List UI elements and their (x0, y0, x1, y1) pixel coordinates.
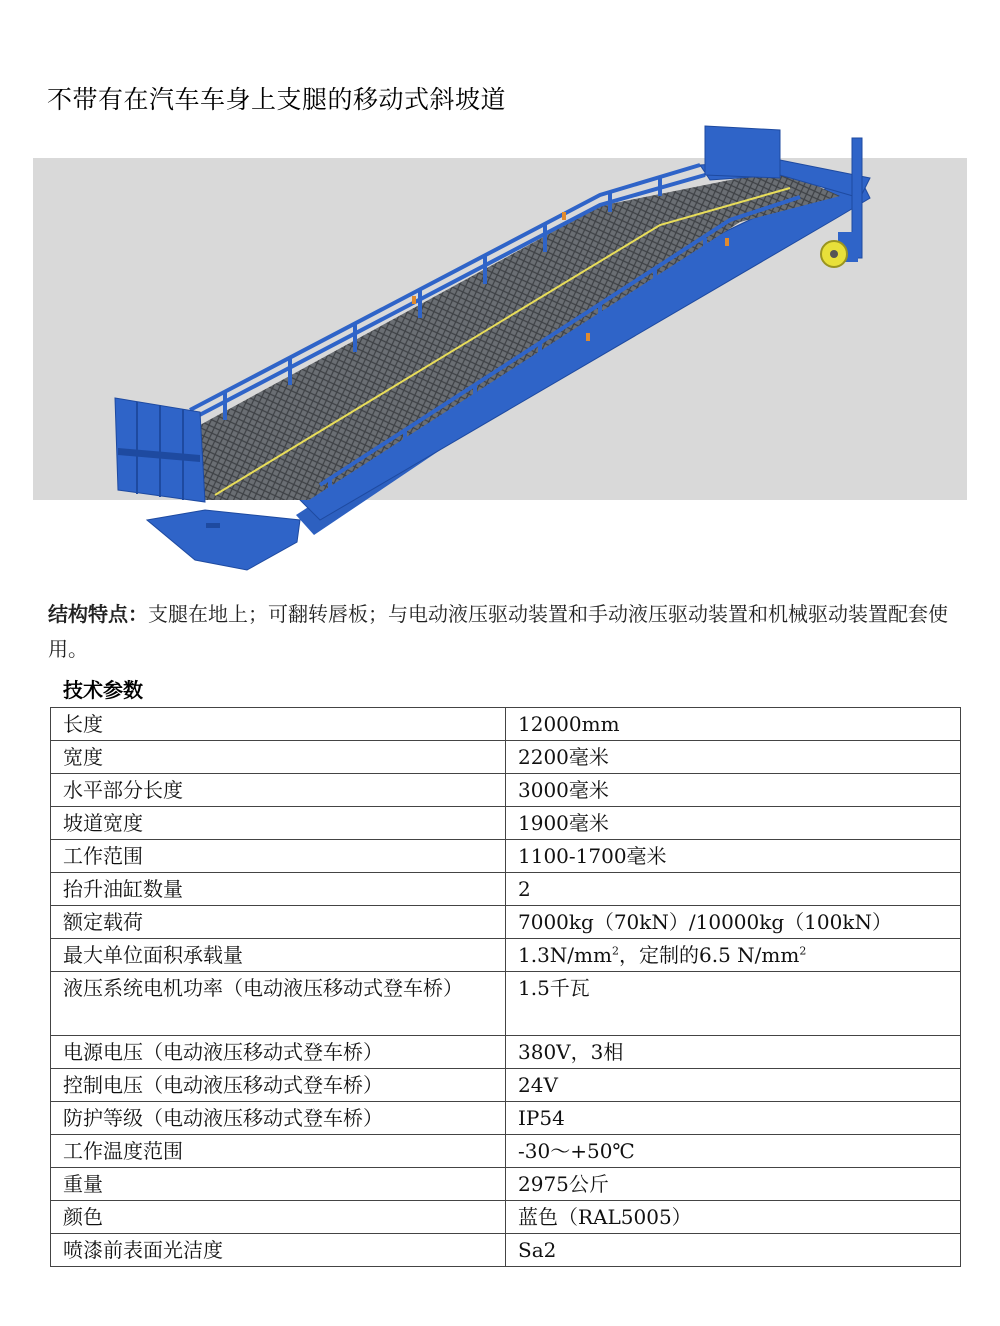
marker-1 (412, 296, 416, 304)
features-text: 支腿在地上；可翻转唇板；与电动液压驱动装置和手动液压驱动装置和机械驱动装置配套使用。 (48, 602, 948, 661)
param-cell: 控制电压（电动液压移动式登车桥） (51, 1069, 506, 1102)
value-cell: 2 (506, 873, 961, 906)
param-cell: 电源电压（电动液压移动式登车桥） (51, 1036, 506, 1069)
value-cell: 24V (506, 1069, 961, 1102)
features-label: 结构特点： (48, 602, 148, 626)
param-cell: 工作温度范围 (51, 1135, 506, 1168)
table-row (51, 807, 961, 840)
ramp-illustration (0, 0, 1000, 440)
value-cell: 2975公斤 (506, 1168, 961, 1201)
features-paragraph (48, 597, 958, 667)
value-cell: 2200毫米 (506, 741, 961, 774)
param-cell: 最大单位面积承载量 (51, 939, 506, 972)
value-cell (506, 939, 961, 972)
param-cell: 重量 (51, 1168, 506, 1201)
table-row (51, 972, 961, 1036)
rear-end-frame (115, 398, 205, 502)
table-row (51, 873, 961, 906)
value-cell: -30～+50℃ (506, 1135, 961, 1168)
marker-3 (586, 333, 590, 341)
value-superscript-b: 2 (799, 944, 807, 958)
table-row (51, 840, 961, 873)
param-cell: 喷漆前表面光洁度 (51, 1234, 506, 1267)
param-cell: 颜色 (51, 1201, 506, 1234)
param-cell: 额定载荷 (51, 906, 506, 939)
table-row (51, 1102, 961, 1135)
lip-slot (206, 523, 220, 528)
param-cell: 抬升油缸数量 (51, 873, 506, 906)
table-row (51, 1234, 961, 1267)
value-cell: Sa2 (506, 1234, 961, 1267)
value-cell: 380V，3相 (506, 1036, 961, 1069)
value-cell: 1.5千瓦 (506, 972, 961, 1036)
specs-heading: 技术参数 (63, 678, 143, 702)
param-cell: 坡道宽度 (51, 807, 506, 840)
param-cell: 宽度 (51, 741, 506, 774)
param-cell: 防护等级（电动液压移动式登车桥） (51, 1102, 506, 1135)
table-row (51, 741, 961, 774)
value-cell: 7000kg（70kN）/10000kg（100kN） (506, 906, 961, 939)
marker-4 (725, 238, 729, 246)
deck-grating (200, 170, 840, 500)
specs-table (50, 707, 961, 1267)
table-row (51, 1168, 961, 1201)
page-title: 不带有在汽车车身上支腿的移动式斜坡道 (47, 85, 507, 114)
param-cell: 长度 (51, 708, 506, 741)
value-part-b: ，定制的6.5 N/mm (618, 943, 800, 967)
value-superscript-a: 2 (611, 944, 619, 958)
table-row (51, 1201, 961, 1234)
value-cell: 3000毫米 (506, 774, 961, 807)
value-cell: 蓝色（RAL5005） (506, 1201, 961, 1234)
table-row (51, 774, 961, 807)
upper-back-panel (705, 126, 780, 178)
table-row (51, 906, 961, 939)
lip-plate (147, 510, 300, 570)
value-cell: IP54 (506, 1102, 961, 1135)
table-row (51, 1036, 961, 1069)
value-cell: 12000mm (506, 708, 961, 741)
param-cell: 液压系统电机功率（电动液压移动式登车桥） (51, 972, 506, 1036)
value-part-a: 1.3N/mm (518, 943, 612, 967)
table-row (51, 939, 961, 972)
table-row (51, 1069, 961, 1102)
marker-2 (562, 212, 566, 220)
value-cell: 1100-1700毫米 (506, 840, 961, 873)
param-cell: 工作范围 (51, 840, 506, 873)
table-row (51, 708, 961, 741)
table-row (51, 1135, 961, 1168)
value-cell: 1900毫米 (506, 807, 961, 840)
product-image-ramp (33, 158, 967, 500)
param-cell: 水平部分长度 (51, 774, 506, 807)
